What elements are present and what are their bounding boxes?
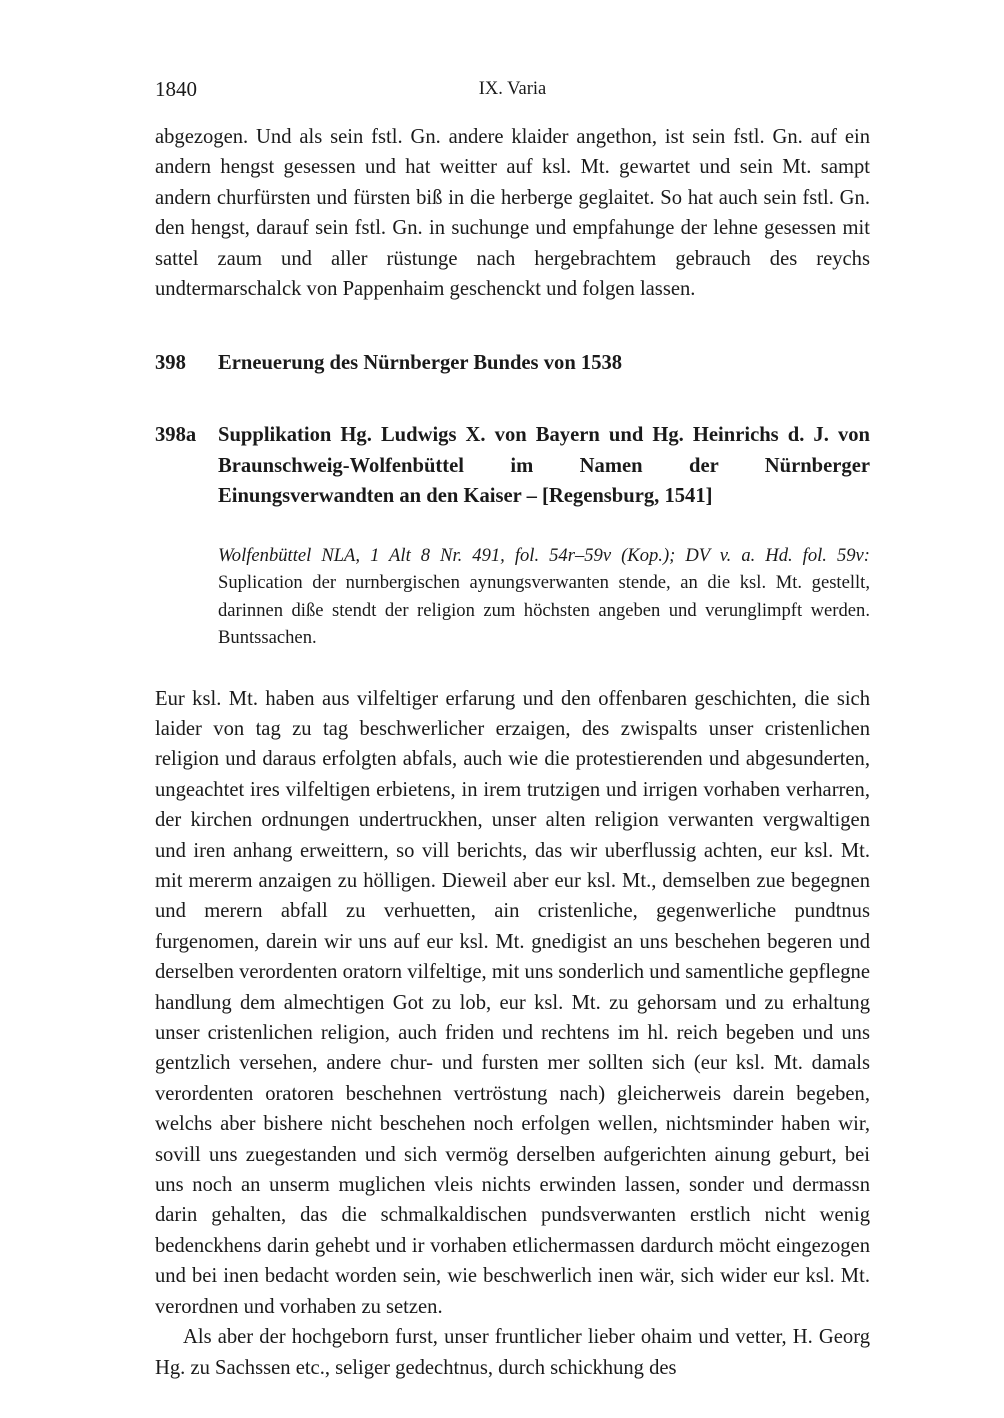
page-number: 1840 bbox=[155, 77, 197, 101]
subsection-heading-number: 398a bbox=[155, 424, 197, 447]
source-citation: Wolfenbüttel NLA, 1 Alt 8 Nr. 491, fol. 54r–59v (Kop.); DV v. a. Hd. fol. 59v: bbox=[218, 544, 870, 566]
section-heading-title: Erneuerung des Nürnberger Bundes von 1538 bbox=[218, 352, 623, 375]
body-paragraph-1: Eur ksl. Mt. haben aus vilfeltiger erfarung und den offenbaren geschichten, die sich laider von tag zu tag beschwerlicher erzaigen, des zwispalts unser cristenlichen religion und daraus erfolgten abfals, auch wie die protestierenden und abgesunderten, ungeachtet ires vilfeltigen erbietens, in irem trutzigen und irrigen vorhaben verharren, der kirchen ordnungen undertruckhen, unser alten religion verwanten vergwaltigen und iren anhang erweittern, so vill berichts, das wir uberflussig achten, eur ksl. Mt. mit mererm anzaigen zu hölligen. Dieweil aber eur ksl. Mt., demselben zue begegnen und merern abfall zu verhuetten, ain cristenliche, gegenwerliche pundtnus furgenomen, darein wir uns auf eur ksl. Mt. gnedigist an uns beschehen begeren und derselben verordenten oratorn vilfeltige, mit uns sonderlich und samentliche gepflegne handlung dem almechtigen Got zu lob, eur ksl. Mt. zu gehorsam und zu erhaltung unser cristenlichen religion, auch friden und rechtens im hl. reich begeben und uns gentzlich versehen, andere chur- und fursten mer sollten sich (eur ksl. Mt. damals verordenten oratoren beschehnen vertröstung nach) gleicherweis darein begeben, welchs aber bishere nicht beschehen noch erfolgen wellen, nichtsminder haben wir, sovill uns zuegestanden und sich vermög derselben aufgerichten ainung geburt, bei uns noch an unserm muglichen vleis nichts erwinden lassen, sonder und dermassn darin gehalten, das die schmalkaldischen pundsverwanten erstlich nicht wenig bedenckhens darin gehebt und ir vorhaben etlichermassen dardurch möcht eingezogen und bei inen bedacht worden sein, wie beschwerlich inen wär, sich wider eur ksl. Mt. verordnen und vorhaben zu setzen. bbox=[155, 687, 870, 1318]
subsection-heading-title: Supplikation Hg. Ludwigs X. von Bayern und Hg. Heinrichs d. J. von Braunschweig-Wolfenbüttel im Namen der Nürnberger Einungsverwandten an den Kaiser – [Regensburg, 1541] bbox=[218, 424, 870, 508]
text-block bbox=[155, 122, 870, 1383]
source-note bbox=[218, 542, 870, 652]
running-head bbox=[155, 76, 870, 102]
section-heading-number: 398 bbox=[155, 352, 186, 375]
running-head-title: IX. Varia bbox=[478, 79, 547, 99]
section-heading bbox=[155, 348, 870, 378]
body-paragraph-2: Als aber der hochgeborn furst, unser fruntlicher lieber ohaim und vetter, H. Georg Hg. zu Sachssen etc., seliger gedechtnus, durch schickhung des bbox=[155, 1326, 870, 1379]
continuation-paragraph: abgezogen. Und als sein fstl. Gn. andere klaider angethon, ist sein fstl. Gn. auf ein andern hengst gesessen und hat weitter auf ksl. Mt. gewartet und sein Mt. sampt andern churfürsten und fürsten biß in die herberge geglaitet. So hat auch sein fstl. Gn. den hengst, darauf sein fstl. Gn. in suchunge und empfahunge der lehne gesessen mit sattel zaum und aller rüstunge nach hergebrachtem gebrauch des reychs undtermarschalck von Pappenhaim geschenckt und folgen lassen. bbox=[155, 126, 870, 301]
source-description: Suplication der nurnbergischen aynungsverwanten stende, an die ksl. Mt. gestellt, darinnen diße stendt der religion zum höchsten angeben und verunglimpft werden. Buntssachen. bbox=[218, 572, 870, 649]
subsection-heading bbox=[155, 420, 870, 512]
